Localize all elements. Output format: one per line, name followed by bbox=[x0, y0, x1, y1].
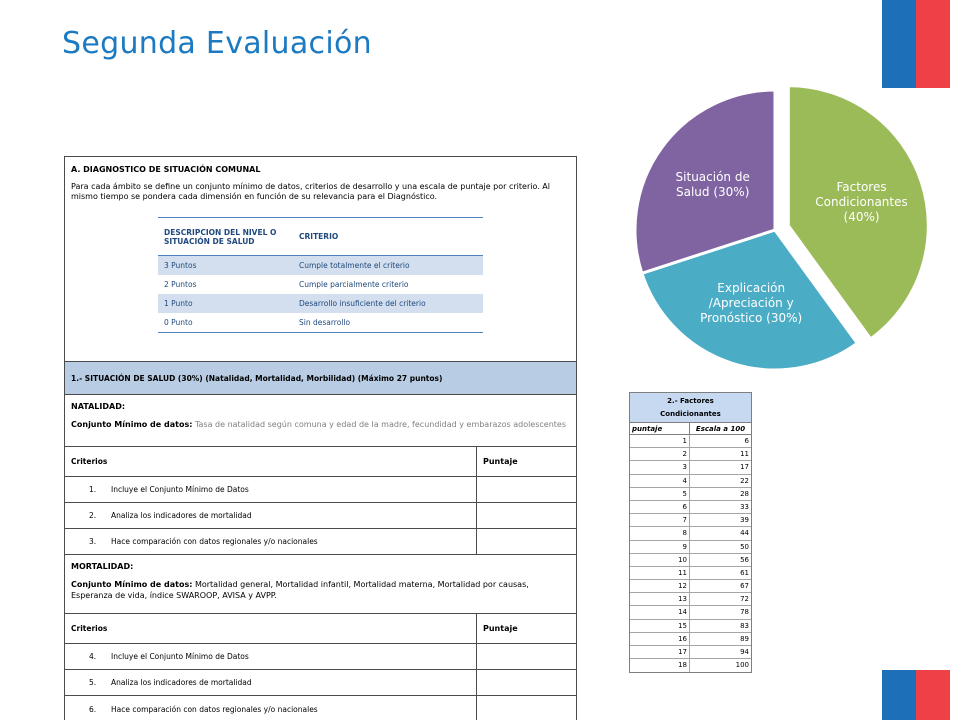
escala-cell: 72 bbox=[740, 595, 749, 604]
factores-condicionantes-table bbox=[629, 392, 752, 673]
escala-cell: 44 bbox=[740, 529, 749, 538]
col-criterio-header: CRITERIO bbox=[299, 232, 339, 241]
escala-cell: 11 bbox=[740, 450, 749, 459]
puntaje-cell: 10 bbox=[630, 554, 690, 566]
puntaje-cell bbox=[477, 644, 576, 669]
chile-flag-logo-bottom bbox=[882, 670, 950, 720]
escala-cell: 61 bbox=[740, 568, 749, 577]
item-text: Hace comparación con datos regionales y/o nacionales bbox=[111, 704, 318, 714]
escala-cell: 78 bbox=[740, 608, 749, 617]
escala-cell: 39 bbox=[740, 516, 749, 525]
table-row bbox=[65, 644, 576, 670]
puntaje-cell bbox=[477, 696, 576, 720]
factor-title-line1: 2.- Factores bbox=[667, 397, 714, 405]
weight-pie-chart bbox=[620, 80, 940, 380]
table-row bbox=[630, 514, 751, 527]
item-text: Incluye el Conjunto Mínimo de Datos bbox=[111, 652, 249, 661]
table-row bbox=[65, 503, 576, 529]
table-row bbox=[630, 541, 751, 554]
puntaje-cell: 7 bbox=[630, 514, 690, 526]
level-cell: 3 Puntos bbox=[164, 261, 197, 270]
criterio-cell: Cumple parcialmente criterio bbox=[299, 280, 409, 289]
puntaje-cell bbox=[477, 529, 576, 554]
table-row bbox=[630, 448, 751, 461]
natalidad-section bbox=[65, 395, 576, 447]
item-text: Analiza los indicadores de mortalidad bbox=[111, 678, 252, 687]
col-puntaje-header: puntaje bbox=[630, 423, 690, 434]
criterio-cell: Sin desarrollo bbox=[299, 318, 351, 327]
puntaje-cell: 5 bbox=[630, 488, 690, 500]
puntaje-cell: 15 bbox=[630, 620, 690, 632]
table-row bbox=[630, 633, 751, 646]
criterios-header-row bbox=[65, 614, 576, 644]
escala-cell: 50 bbox=[740, 542, 749, 551]
mortalidad-label: Conjunto Mínimo de datos: bbox=[71, 580, 193, 589]
puntaje-cell: 3 bbox=[630, 461, 690, 473]
puntaje-cell: 14 bbox=[630, 606, 690, 618]
puntaje-cell: 9 bbox=[630, 541, 690, 553]
table-row bbox=[65, 670, 576, 696]
puntaje-cell: 18 bbox=[630, 659, 690, 672]
table-row bbox=[630, 554, 751, 567]
pie-slice-label: Situación de Salud (30%) bbox=[675, 170, 750, 200]
table-row bbox=[630, 501, 751, 514]
table-row bbox=[65, 477, 576, 503]
escala-cell: 94 bbox=[740, 648, 749, 656]
table-row bbox=[630, 580, 751, 593]
puntaje-cell: 16 bbox=[630, 633, 690, 645]
natalidad-heading: NATALIDAD: bbox=[71, 402, 126, 411]
table-row bbox=[158, 313, 483, 332]
puntaje-cell bbox=[477, 503, 576, 528]
section-a-paragraph: Para cada ámbito se define un conjunto mínimo de datos, criterios de desarrollo y una escala de puntaje por criterio. Al mismo tiempo se pondera cada dimensión en función de su relevancia para el Diagnóstico. bbox=[71, 182, 551, 201]
factor-title-line2: Condicionantes bbox=[660, 410, 721, 418]
mortalidad-section bbox=[65, 555, 576, 614]
item-number: 3. bbox=[89, 537, 97, 546]
evaluation-document bbox=[64, 156, 577, 720]
puntaje-cell: 1 bbox=[630, 435, 690, 447]
table-row bbox=[630, 646, 751, 659]
escala-cell: 89 bbox=[740, 634, 749, 643]
puntaje-cell: 4 bbox=[630, 475, 690, 487]
mortalidad-data bbox=[71, 579, 570, 601]
item-number: 6. bbox=[89, 704, 97, 714]
puntaje-cell: 13 bbox=[630, 593, 690, 605]
table-row bbox=[630, 606, 751, 619]
table-row bbox=[630, 593, 751, 606]
puntaje-cell: 17 bbox=[630, 646, 690, 658]
natalidad-text: Tasa de natalidad según comuna y edad de la madre, fecundidad y embarazos adolescentes bbox=[192, 420, 567, 429]
criterio-cell: Cumple totalmente el criterio bbox=[299, 261, 410, 270]
table-row bbox=[630, 488, 751, 501]
table-row bbox=[158, 275, 483, 294]
item-number: 5. bbox=[89, 678, 97, 687]
item-number: 2. bbox=[89, 511, 97, 520]
mortalidad-heading: MORTALIDAD: bbox=[71, 562, 134, 571]
factor-table-title bbox=[630, 393, 751, 423]
escala-cell: 22 bbox=[740, 476, 749, 485]
factor-table-header bbox=[630, 423, 751, 435]
item-number: 1. bbox=[89, 485, 97, 494]
level-cell: 2 Puntos bbox=[164, 280, 197, 289]
escala-cell: 6 bbox=[744, 437, 749, 445]
escala-cell: 17 bbox=[740, 463, 749, 472]
item-text: Analiza los indicadores de mortalidad bbox=[111, 511, 252, 520]
section-a bbox=[65, 157, 576, 362]
criterios-label: Criterios bbox=[65, 614, 477, 643]
section-1-heading: 1.- SITUACIÓN DE SALUD (30%) (Natalidad, Mortalidad, Morbilidad) (Máximo 27 puntos) bbox=[65, 362, 576, 395]
pie-slice-label: Explicación /Apreciación y Pronóstico (30%) bbox=[700, 281, 803, 326]
puntaje-cell: 8 bbox=[630, 527, 690, 539]
mortalidad-text: Mortalidad general, Mortalidad infantil, Mortalidad materna, Mortalidad por causas, Esperanza de vida, índice SWAROOP, AVISA y AVPP. bbox=[71, 580, 529, 600]
criteria-scale-table bbox=[158, 217, 483, 333]
escala-cell: 33 bbox=[740, 502, 749, 511]
table-row bbox=[158, 294, 483, 313]
puntaje-cell: 12 bbox=[630, 580, 690, 592]
pie-slice-label: Factores Condicionantes (40%) bbox=[815, 179, 908, 224]
puntaje-cell: 11 bbox=[630, 567, 690, 579]
puntaje-cell: 6 bbox=[630, 501, 690, 513]
table-row bbox=[65, 696, 576, 720]
chile-flag-logo-top bbox=[882, 0, 950, 88]
table-row bbox=[630, 659, 751, 672]
col-descripcion-header: DESCRIPCION DEL NIVEL O SITUACIÓN DE SALUD bbox=[164, 227, 277, 246]
table-row bbox=[630, 527, 751, 540]
table-row bbox=[630, 567, 751, 580]
criterio-cell: Desarrollo insuficiente del criterio bbox=[299, 299, 426, 308]
escala-cell: 28 bbox=[740, 489, 749, 498]
puntaje-cell bbox=[477, 670, 576, 695]
puntaje-cell bbox=[477, 477, 576, 502]
col-escala-header: Escala a 100 bbox=[695, 425, 746, 433]
table-row bbox=[630, 475, 751, 488]
table-row bbox=[65, 529, 576, 555]
table-row bbox=[630, 461, 751, 474]
escala-cell: 83 bbox=[740, 621, 749, 630]
level-cell: 0 Punto bbox=[164, 318, 193, 327]
puntaje-label: Puntaje bbox=[483, 624, 518, 633]
item-text: Hace comparación con datos regionales y/o nacionales bbox=[111, 537, 318, 546]
escala-cell: 56 bbox=[740, 555, 749, 564]
table-row bbox=[630, 435, 751, 448]
item-text: Incluye el Conjunto Mínimo de Datos bbox=[111, 485, 249, 494]
item-number: 4. bbox=[89, 652, 97, 661]
criteria-scale-header bbox=[158, 218, 483, 256]
page-title: Segunda Evaluación bbox=[62, 26, 372, 61]
puntaje-label: Puntaje bbox=[483, 457, 518, 466]
escala-cell: 100 bbox=[735, 661, 749, 670]
criterios-label: Criterios bbox=[65, 447, 477, 476]
table-row bbox=[158, 256, 483, 275]
natalidad-data bbox=[71, 419, 570, 430]
level-cell: 1 Punto bbox=[164, 299, 193, 308]
natalidad-label: Conjunto Mínimo de datos: bbox=[71, 420, 193, 429]
table-row bbox=[630, 620, 751, 633]
criterios-header-row bbox=[65, 447, 576, 477]
section-a-heading: A. DIAGNOSTICO DE SITUACIÓN COMUNAL bbox=[71, 165, 261, 174]
escala-cell: 67 bbox=[740, 582, 749, 591]
puntaje-cell: 2 bbox=[630, 448, 690, 460]
